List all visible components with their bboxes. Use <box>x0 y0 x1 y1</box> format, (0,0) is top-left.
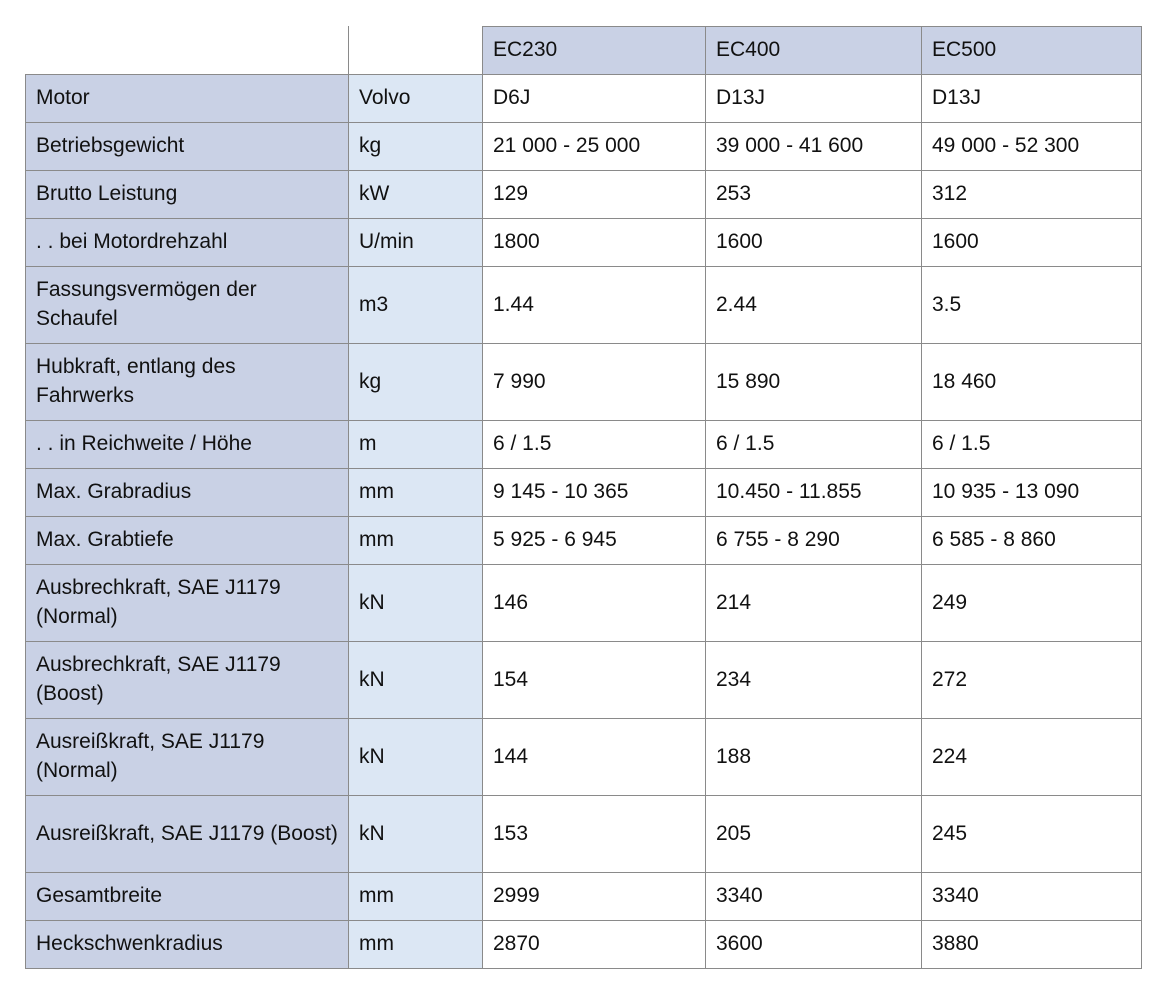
value-cell: 3880 <box>922 921 1142 969</box>
row-unit: kW <box>349 171 483 219</box>
row-unit: kN <box>349 565 483 642</box>
value-cell: 153 <box>483 796 706 873</box>
row-label: Ausbrechkraft, SAE J1179 (Boost) <box>26 642 349 719</box>
value-cell: D6J <box>483 75 706 123</box>
row-unit: kg <box>349 344 483 421</box>
row-unit: mm <box>349 873 483 921</box>
row-unit: kN <box>349 796 483 873</box>
value-cell: 154 <box>483 642 706 719</box>
row-label: Fassungsvermögen der Schaufel <box>26 267 349 344</box>
value-cell: 253 <box>706 171 922 219</box>
value-cell: 2870 <box>483 921 706 969</box>
row-label: . . bei Motordrehzahl <box>26 219 349 267</box>
value-cell: D13J <box>922 75 1142 123</box>
value-cell: 214 <box>706 565 922 642</box>
model-header-ec230: EC230 <box>483 27 706 75</box>
table-row <box>26 565 1142 642</box>
value-cell: 15 890 <box>706 344 922 421</box>
value-cell: 234 <box>706 642 922 719</box>
table-row <box>26 796 1142 873</box>
row-unit: Volvo <box>349 75 483 123</box>
table-row <box>26 171 1142 219</box>
value-cell: 9 145 - 10 365 <box>483 469 706 517</box>
row-label: Brutto Leistung <box>26 171 349 219</box>
row-unit: m <box>349 421 483 469</box>
specification-table <box>25 26 1142 969</box>
value-cell: 144 <box>483 719 706 796</box>
row-unit: kN <box>349 719 483 796</box>
value-cell: 3600 <box>706 921 922 969</box>
value-cell: 7 990 <box>483 344 706 421</box>
value-cell: 6 / 1.5 <box>706 421 922 469</box>
table-row <box>26 267 1142 344</box>
row-label: Ausreißkraft, SAE J1179 (Normal) <box>26 719 349 796</box>
value-cell: 249 <box>922 565 1142 642</box>
value-cell: 1800 <box>483 219 706 267</box>
value-cell: 1600 <box>922 219 1142 267</box>
value-cell: 2.44 <box>706 267 922 344</box>
value-cell: 6 / 1.5 <box>483 421 706 469</box>
table-row <box>26 921 1142 969</box>
row-unit: kg <box>349 123 483 171</box>
row-unit: m3 <box>349 267 483 344</box>
value-cell: 5 925 - 6 945 <box>483 517 706 565</box>
value-cell: 146 <box>483 565 706 642</box>
row-label: Gesamtbreite <box>26 873 349 921</box>
value-cell: 21 000 - 25 000 <box>483 123 706 171</box>
value-cell: 245 <box>922 796 1142 873</box>
row-unit: mm <box>349 517 483 565</box>
model-header-ec500: EC500 <box>922 27 1142 75</box>
table-row <box>26 344 1142 421</box>
table-row <box>26 123 1142 171</box>
header-row <box>26 27 1142 75</box>
table-row <box>26 873 1142 921</box>
value-cell: 224 <box>922 719 1142 796</box>
value-cell: D13J <box>706 75 922 123</box>
value-cell: 10 935 - 13 090 <box>922 469 1142 517</box>
value-cell: 3.5 <box>922 267 1142 344</box>
row-label: Ausbrechkraft, SAE J1179 (Normal) <box>26 565 349 642</box>
table-row <box>26 719 1142 796</box>
model-header-ec400: EC400 <box>706 27 922 75</box>
value-cell: 10.450 - 11.855 <box>706 469 922 517</box>
value-cell: 188 <box>706 719 922 796</box>
row-label: Max. Grabtiefe <box>26 517 349 565</box>
value-cell: 18 460 <box>922 344 1142 421</box>
value-cell: 2999 <box>483 873 706 921</box>
row-label: Heckschwenkradius <box>26 921 349 969</box>
empty-corner-cell <box>26 27 349 75</box>
value-cell: 272 <box>922 642 1142 719</box>
empty-corner-cell <box>349 27 483 75</box>
value-cell: 205 <box>706 796 922 873</box>
value-cell: 3340 <box>922 873 1142 921</box>
row-label: Betriebsgewicht <box>26 123 349 171</box>
row-unit: mm <box>349 921 483 969</box>
row-label: Ausreißkraft, SAE J1179 (Boost) <box>26 796 349 873</box>
row-unit: kN <box>349 642 483 719</box>
row-unit: mm <box>349 469 483 517</box>
value-cell: 312 <box>922 171 1142 219</box>
row-label: Motor <box>26 75 349 123</box>
row-label: Max. Grabradius <box>26 469 349 517</box>
value-cell: 1600 <box>706 219 922 267</box>
value-cell: 6 755 - 8 290 <box>706 517 922 565</box>
value-cell: 6 585 - 8 860 <box>922 517 1142 565</box>
value-cell: 6 / 1.5 <box>922 421 1142 469</box>
value-cell: 1.44 <box>483 267 706 344</box>
value-cell: 129 <box>483 171 706 219</box>
value-cell: 49 000 - 52 300 <box>922 123 1142 171</box>
value-cell: 39 000 - 41 600 <box>706 123 922 171</box>
table-row <box>26 469 1142 517</box>
row-unit: U/min <box>349 219 483 267</box>
value-cell: 3340 <box>706 873 922 921</box>
table-row <box>26 642 1142 719</box>
table-row <box>26 75 1142 123</box>
row-label: Hubkraft, entlang des Fahrwerks <box>26 344 349 421</box>
row-label: . . in Reichweite / Höhe <box>26 421 349 469</box>
table-row <box>26 421 1142 469</box>
table-row <box>26 517 1142 565</box>
table-row <box>26 219 1142 267</box>
